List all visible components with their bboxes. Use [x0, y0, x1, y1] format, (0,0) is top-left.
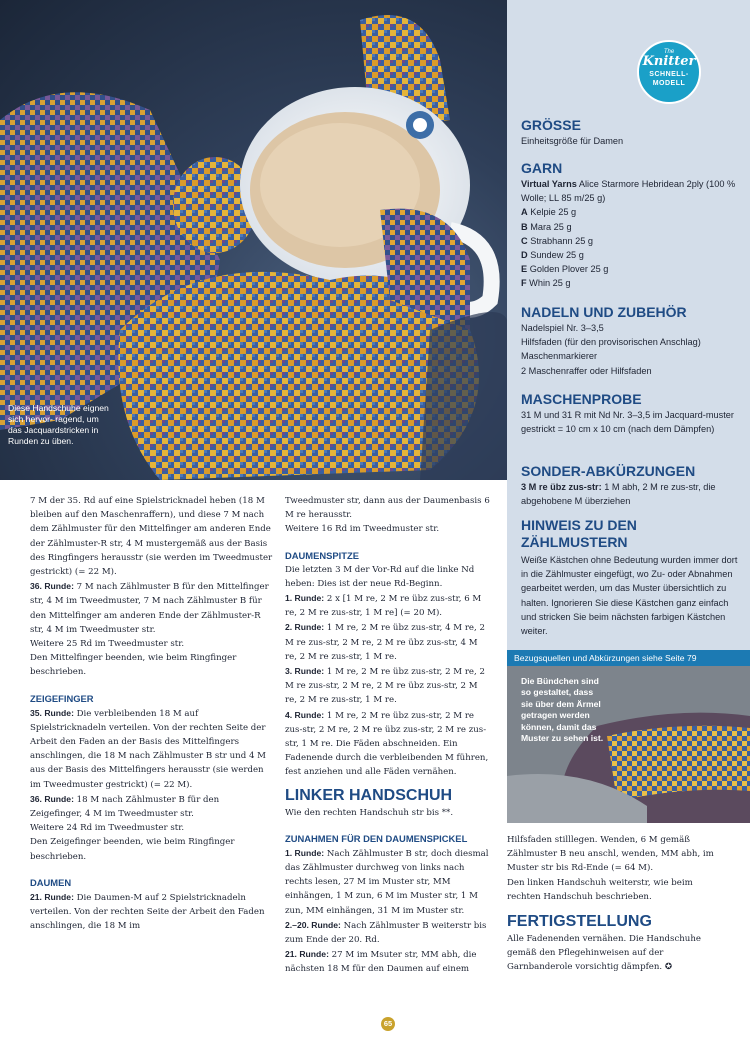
groesse-text: Einheitsgröße für Damen — [521, 136, 624, 146]
mittelfinger-finish: Den Mittelfinger beenden, wie beim Ringfinger beschrieben. — [30, 653, 237, 678]
sources-banner: Bezugsquellen und Abkürzungen siehe Seite 79 — [507, 650, 750, 666]
spitze-round-2: 2. Runde: 1 M re, 2 M re übz zus-str, 4 M re, 2 M re zus-str, 2 M re, 2 M re übz zus-str, 4 M re, 2 M re zus-str, 1 M re. — [285, 622, 485, 662]
photo-caption: Diese Handschuhe eignen sich hervor- ragend, um das Jacquardstricken in Runden zu üben. — [8, 403, 109, 446]
hinweis-text: Weiße Kästchen ohne Bedeutung wurden immer dort in die Zählmuster eingefügt, wo Zu- oder Abnahmen gearbeitet werden, um das Muster übersichtlich zu halten. Ignorieren Sie diese Kästchen ganz einfach und stricken Sie beim nächsten farbigen Kästchen weiter. — [521, 555, 738, 637]
maschenprobe-text: 31 M und 31 R mit Nd Nr. 3–3,5 im Jacquard-muster gestrickt = 10 cm x 10 cm (nach dem Dämpfen) — [521, 410, 734, 435]
text-column-1 — [30, 494, 273, 933]
sonder-text: 3 M re übz zus-str: 1 M abh, 2 M re zus-str, die abgehobene M überziehen — [521, 482, 716, 507]
garn-heading: GARN — [521, 160, 563, 176]
badge-knitter-logo: Knitter — [642, 54, 696, 69]
cuff-photo — [507, 666, 750, 823]
zunahmen-round-1: 1. Runde: Nach Zählmuster B str, doch diesmal das Zählmuster durchweg von links nach rechts lesen, 27 M im Muster str, MM einhängen, 1 M zun, 6 M im Muster str, 1 M zun, MM einhängen, 31 M im Muster str. — [285, 847, 489, 916]
section-nadeln — [521, 304, 746, 378]
section-maschenprobe — [521, 391, 746, 436]
daumenspitze-intro: Die letzten 3 M der Vor-Rd auf die linke Nd heben: Dies ist der neue Rd-Beginn. — [285, 564, 475, 589]
linker-handschuh-text: Wie den rechten Handschuh str bis **. — [285, 807, 454, 818]
badge-the: The — [663, 49, 675, 55]
groesse-heading: GRÖSSE — [521, 117, 581, 133]
badge-modell: MODELL — [652, 80, 686, 87]
zeigefinger-heading: ZEIGEFINGER — [30, 692, 94, 704]
fertigstellung-text: Alle Fadenenden vernähen. Die Handschuhe gemäß den Pflegehinweisen auf der Garnbanderole vorsichtig dämpfen. ✪ — [507, 934, 701, 973]
text-column-2 — [285, 494, 491, 977]
spitze-round-3: 3. Runde: 1 M re, 2 M re übz zus-str, 2 M re, 2 M re zus-str, 2 M re, 2 M re übz zus-str, 2 M re, 2 M re zus-str, 1 M re. — [285, 666, 485, 706]
zunahmen-round-2-20: 2.–20. Runde: Nach Zählmuster B weiterstr bis zum Ende der 20. Rd. — [285, 919, 487, 946]
hinweis-heading: HINWEIS ZU DEN ZÄHLMUSTERN — [521, 517, 637, 550]
sonder-heading: SONDER-ABKÜRZUNGEN — [521, 463, 696, 479]
linker-weiter: Den linken Handschuh weiterstr, wie beim rechten Handschuh beschrieben. — [507, 877, 693, 902]
cuff-photo-caption: Die Bündchen sind so gestaltet, dass sie über dem Ärmel getragen werden können, damit das Muster zu sehen ist. — [521, 676, 604, 744]
round-36: 36. Runde: 7 M nach Zählmuster B für den Mittelfinger str, 4 M im Tweedmuster, 7 M nach Zählmuster B für den Mittelfinger am anderen Ende der Zählmuster-R str, 4 M im Tweedmuster str. — [30, 581, 269, 635]
weitere-rounds: Weitere 25 Rd im Tweedmuster str. — [30, 639, 185, 650]
badge-schnell: SCHNELL- — [649, 71, 689, 78]
section-sonder-abkuerzungen — [521, 463, 746, 508]
yarn-color-d: D Sundew 25 g — [521, 250, 584, 261]
mittelfinger-intro: 7 M der 35. Rd auf eine Spielstricknadel heben (18 M bleiben auf den Maschenraffern), und diese 7 M nach dem Zählmuster für den Mittelfinger am anderen Ende der Zählmuster-R str, 4 M mustergemäß aus der Basis des Ringfingers herausstr (sie werden im Tweedmuster gestrickt) (= 22 M). — [30, 496, 273, 578]
daumen-round-21: 21. Runde: Die Daumen-M auf 2 Spielstricknadeln verteilen. Von der rechten Seite der Arbeit den Faden anschlingen, die 18 M im — [30, 891, 265, 932]
garn-intro: Virtual Yarns Alice Starmore Hebridean 2ply (100 % Wolle; LL 85 m/25 g) — [521, 179, 736, 204]
linker-handschuh-heading: LINKER HANDSCHUH — [285, 786, 453, 804]
section-garn — [521, 160, 746, 291]
nadeln-line: Nadelspiel Nr. 3–3,5 — [521, 323, 604, 333]
yarn-color-c: C Strabhann 25 g — [521, 235, 594, 246]
spitze-round-1: 1. Runde: 2 x [1 M re, 2 M re übz zus-str, 6 M re, 2 M re zus-str, 1 M re] (= 20 M). — [285, 593, 482, 619]
nadeln-line: 2 Maschenraffer oder Hilfsfaden — [521, 365, 652, 376]
yarn-color-b: B Mara 25 g — [521, 221, 572, 232]
yarn-color-f: F Whin 25 g — [521, 278, 571, 289]
section-hinweis — [521, 517, 721, 551]
zunahmen-heading: ZUNAHMEN FÜR DEN DAUMENSPICKEL — [285, 832, 468, 844]
page-number: 65 — [381, 1017, 395, 1031]
zunahmen-round-21: 21. Runde: 27 M im Msuter str, MM abh, die nächsten 18 M für den Daumen auf einem — [285, 949, 477, 975]
daumenspitze-heading: DAUMENSPITZE — [285, 549, 359, 561]
zeigefinger-weitere: Weitere 24 Rd im Tweedmuster str. — [30, 823, 185, 834]
nadeln-heading: NADELN UND ZUBEHÖR — [521, 304, 687, 320]
daumen-weitere: Weitere 16 Rd im Tweedmuster str. — [285, 524, 440, 535]
daumen-continued: Tweedmuster str, dann aus der Daumenbasis 6 M re herausstr. — [285, 496, 490, 521]
yarn-color-a: A Kelpie 25 g — [521, 207, 577, 218]
text-column-3 — [507, 833, 727, 975]
end-mark-icon: ✪ — [664, 962, 673, 973]
linker-continued: Hilfsfaden stilllegen. Wenden, 6 M gemäß Zählmuster B neu anschl, wenden, MM abh, im Muster str bis Rd-Ende (= 64 M). — [507, 835, 714, 874]
daumen-heading: DAUMEN — [30, 876, 72, 888]
knitter-quick-pattern-badge — [637, 40, 701, 104]
zeigefinger-round-36: 36. Runde: 18 M nach Zählmuster B für den Zeigefinger, 4 M im Tweedmuster str. — [30, 793, 220, 820]
zeigefinger-round-35: 35. Runde: Die verbleibenden 18 M auf Spielstricknadeln verteilen. Von der rechten Seite der Arbeit den Faden an der Basis des Mittelfingers anschlingen, die 18 M nach Zählmuster B str und 4 M aus der Basis des Mittelfingers herausstr (sie werden im Tweedmuster gestrickt) (= 22 M). — [30, 707, 266, 790]
section-hinweis-body — [521, 553, 746, 638]
yarn-color-e: E Golden Plover 25 g — [521, 264, 609, 275]
zeigefinger-finish: Den Zeigefinger beenden, wie beim Ringfinger beschrieben. — [30, 837, 235, 862]
nadeln-line: Maschenmarkierer — [521, 351, 598, 362]
maschenprobe-heading: MASCHENPROBE — [521, 391, 642, 407]
spitze-round-4: 4. Runde: 1 M re, 2 M re übz zus-str, 2 M re zus-str, 2 M re, 2 M re übz zus-str, 2 M re zus-str, 1 M re. Die Fäden abschneiden. Ein Fadenende durch die verbleibenden M führen, fest anziehen und alle Fäden vernähen. — [285, 709, 489, 778]
hero-photo — [0, 0, 507, 480]
nadeln-line: Hilfsfaden (für den provisorischen Anschlag) — [521, 337, 701, 348]
section-groesse — [521, 117, 746, 148]
fertigstellung-heading: FERTIGSTELLUNG — [507, 913, 652, 931]
garn-brand: Virtual Yarns — [521, 179, 577, 189]
